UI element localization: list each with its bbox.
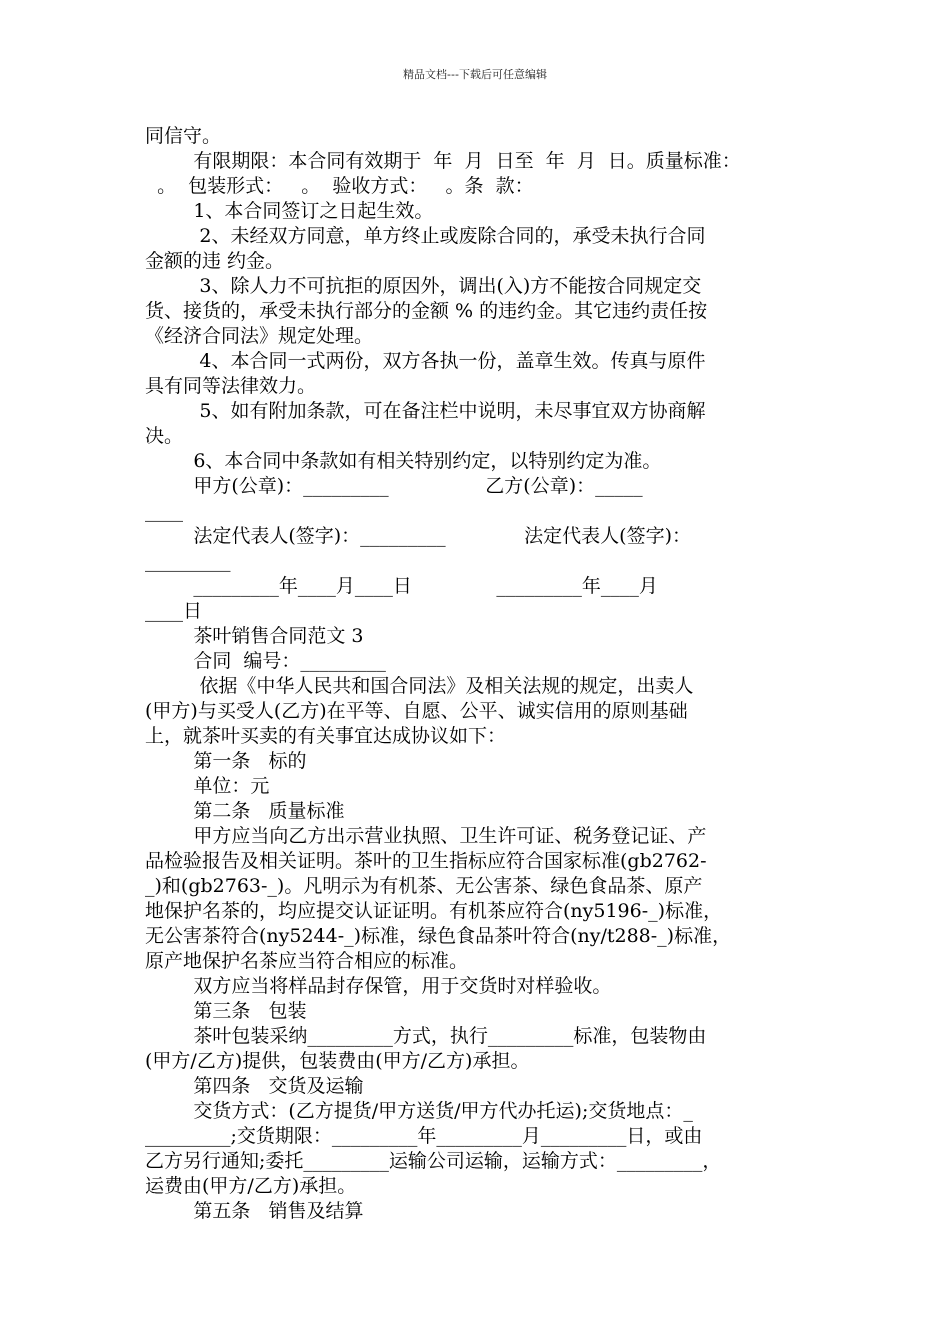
document-line: 运费由(甲方/乙方)承担。 [145,1175,357,1197]
document-line: 合同 编号：_________ [145,650,386,672]
document-line: ____ [145,500,183,522]
document-line: 5、如有附加条款，可在备注栏中说明，未尽事宜双方协商解 [145,400,706,422]
document-line: 无公害茶符合(ny5244-_)标准，绿色食品茶叶符合(ny/t288-_)标准， [145,925,732,947]
document-line: 6、本合同中条款如有相关特别约定，以特别约定为准。 [145,450,662,472]
document-line: 具有同等法律效力。 [145,375,317,397]
document-line: 乙方另行通知;委托_________运输公司运输，运输方式：_________， [145,1150,722,1172]
document-line: 品检验报告及相关证明。茶叶的卫生指标应符合国家标准(gb2762- [145,850,707,872]
document-line: 依据《中华人民共和国合同法》及相关法规的规定，出卖人 [145,675,694,697]
document-line: _)和(gb2763-_)。凡明示为有机茶、无公害茶、绿色食品茶、原产 [145,875,703,897]
document-line: 同信守。 [145,125,222,147]
document-line: 1、本合同签订之日起生效。 [145,200,434,222]
document-line: 货、接货的，承受未执行部分的金额 % 的违约金。其它违约责任按 [145,300,708,322]
document-line: 第三条 包装 [145,1000,307,1022]
document-line: 第二条 质量标准 [145,800,345,822]
document-line: (甲方/乙方)提供，包装费由(甲方/乙方)承担。 [145,1050,530,1072]
document-line: 法定代表人(签字)：_________ 法定代表人(签字)： [145,525,691,547]
document-line: 双方应当将样品封存保管，用于交货时对样验收。 [145,975,612,997]
document-line: 上，就茶叶买卖的有关事宜达成协议如下： [145,725,507,747]
document-line: 地保护名茶的，均应提交认证证明。有机茶应符合(ny5196-_)标准， [145,900,723,922]
document-line: (甲方)与买受人(乙方)在平等、自愿、公平、诚实信用的原则基础 [145,700,688,722]
document-body [145,124,811,1224]
document-line: 2、未经双方同意，单方终止或废除合同的，承受未执行合同 [145,225,706,247]
document-line: ____日 [145,600,203,622]
document-line: 单位：元 [145,775,270,797]
document-line: _________ [145,550,231,572]
document-line: 茶叶包装采纳_________方式，执行_________标准，包装物由 [145,1025,707,1047]
document-line: 。 包装形式： 。 验收方式： 。条 款： [145,175,534,197]
page-header: 精品文档---下载后可任意编辑 [403,68,547,81]
document-line: 第一条 标的 [145,750,307,772]
document-line: 甲方(公章)：_________ 乙方(公章)：_____ [145,475,643,497]
document-line: 《经济合同法》规定处理。 [145,325,374,347]
document-line: 第四条 交货及运输 [145,1075,364,1097]
document-line: 原产地保护名茶应当符合相应的标准。 [145,950,469,972]
document-line: _________;交货期限：_________年_________月_________日，或由 [145,1125,703,1147]
document-line: _________年____月____日 _________年____月 [145,575,658,597]
document-line: 4、本合同一式两份，双方各执一份，盖章生效。传真与原件 [145,350,706,372]
document-line: 交货方式：(乙方提货/甲方送货/甲方代办托运);交货地点：_ [145,1100,693,1122]
document-line: 茶叶销售合同范文 3 [145,625,364,647]
document-line: 甲方应当向乙方出示营业执照、卫生许可证、税务登记证、产 [145,825,707,847]
document-line: 第五条 销售及结算 [145,1200,364,1222]
document-line: 决。 [145,425,184,447]
document-line: 3、除人力不可抗拒的原因外，调出(入)方不能按合同规定交 [145,275,702,297]
document-line: 金额的违 约金。 [145,250,285,272]
document-line: 有限期限：本合同有效期于 年 月 日至 年 月 日。质量标准： [145,150,741,172]
